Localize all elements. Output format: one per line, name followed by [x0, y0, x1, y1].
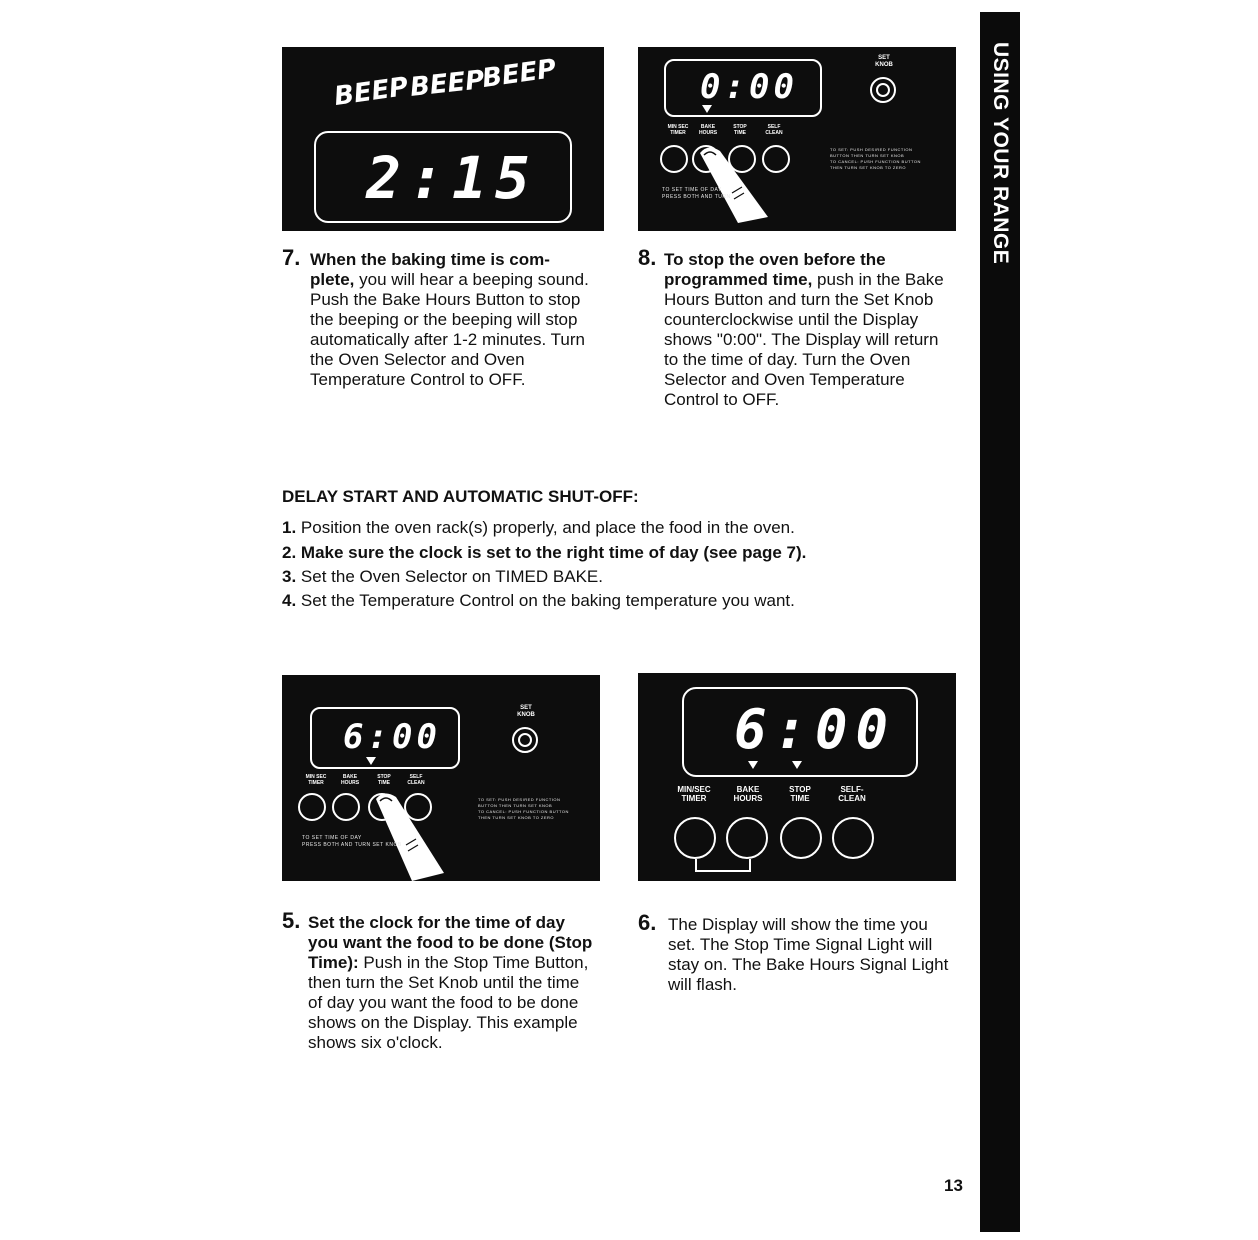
list-text: Set the Temperature Control on the baking temperature you want. — [300, 591, 795, 610]
min-sec-timer-button[interactable] — [298, 793, 326, 821]
set-knob-label: SET KNOB — [517, 705, 535, 718]
figure-display-set-time — [638, 673, 956, 881]
set-knob-label: SET KNOB — [875, 55, 893, 68]
label-stop-time: STOP TIME — [377, 774, 391, 786]
label-bake-hours: BAKE HOURS — [698, 124, 718, 136]
step-7-lead: When the baking time is com- plete, — [310, 250, 550, 289]
step-7-text: you will hear a beeping sound. Push the Bake Hours Button to stop the beeping or the beeping will stop automatically after 1-2 minutes. Turn the Oven Selector and Oven Temperature Control to OFF. — [310, 270, 589, 389]
list-number: 2. — [282, 543, 297, 562]
min-sec-timer-button[interactable] — [660, 145, 688, 173]
label-self-clean: SELF- CLEAN — [838, 785, 866, 804]
stop-time-button[interactable] — [780, 817, 822, 859]
figure-stop-oven — [638, 47, 956, 231]
label-bake-hours: BAKE HOURS — [340, 774, 360, 786]
list-text: Make sure the clock is set to the right time of day (see page 7). — [300, 543, 807, 562]
list-item-3 — [282, 567, 603, 587]
list-item-1 — [282, 518, 795, 538]
signal-light-indicator — [366, 757, 376, 765]
set-knob-inner — [876, 83, 890, 97]
beep-text-1: BEEP — [332, 71, 411, 113]
beep-text-3: BEEP — [480, 53, 559, 95]
list-number: 4. — [282, 591, 297, 610]
timer-bracket-icon — [694, 859, 784, 879]
list-text: Set the Oven Selector on TIMED BAKE. — [300, 567, 603, 586]
bake-hours-signal-light — [748, 761, 758, 769]
step-number: 5. — [282, 908, 301, 933]
panel-instructions-bottom: TO SET TIME OF DAY PRESS BOTH AND TURN — [662, 187, 731, 200]
step-8-text: push in the Bake Hours Button and turn the Set Knob counterclockwise until the Display shows "0:00". The Display will return to the time of day. Turn the Oven Selector and Oven Temperature Control to OFF. — [664, 270, 944, 409]
list-number: 3. — [282, 567, 297, 586]
panel-instructions-right: TO SET: PUSH DESIRED FUNCTION BUTTON THEN TURN SET KNOB TO CANCEL: PUSH FUNCTION BUTTON THEN TURN SET KNOB TO ZERO — [830, 147, 921, 170]
display-readout: 0:00 — [700, 67, 798, 107]
step-number: 6. — [638, 910, 657, 935]
signal-light-indicator — [702, 105, 712, 113]
label-self-clean: SELF CLEAN — [407, 774, 425, 786]
step-7 — [282, 245, 602, 410]
beep-text-2: BEEP — [408, 65, 486, 103]
step-number: 8. — [638, 245, 657, 270]
step-8 — [638, 245, 958, 410]
figure-set-clock — [282, 675, 600, 881]
label-bake-hours: BAKE HOURS — [733, 785, 763, 804]
step-6 — [638, 910, 958, 1015]
section-heading: DELAY START AND AUTOMATIC SHUT-OFF: — [282, 487, 639, 506]
page-number: 13 — [944, 1176, 963, 1195]
step-5-text: Push in the Stop Time Button, then turn the Set Knob until the time of day you want the food to be done shows on the Display. This example shows six o'clock. — [308, 953, 589, 1052]
panel-instructions-bottom: TO SET TIME OF DAY PRESS BOTH AND TURN SET KNOB — [302, 835, 402, 848]
bake-hours-button[interactable] — [332, 793, 360, 821]
label-min-sec-timer: MIN/SEC TIMER — [677, 785, 711, 804]
figure-beep-display — [282, 47, 604, 231]
finger-pressing-icon — [694, 145, 784, 225]
list-number: 1. — [282, 518, 297, 537]
panel-instructions-right: TO SET: PUSH DESIRED FUNCTION BUTTON THEN TURN SET KNOB TO CANCEL: PUSH FUNCTION BUTTON THEN TURN SET KNOB TO ZERO — [478, 797, 569, 820]
label-min-sec-timer: MIN SEC TIMER — [305, 774, 327, 786]
sidebar-title: USING YOUR RANGE — [989, 42, 1012, 265]
label-self-clean: SELF CLEAN — [765, 124, 783, 136]
step-6-text: The Display will show the time you set. The Stop Time Signal Light will stay on. The Bake Hours Signal Light will flash. — [668, 915, 949, 994]
self-clean-button[interactable] — [832, 817, 874, 859]
step-5-lead: Set the clock for the time of day you want the food to be done (Stop Time): — [308, 913, 593, 972]
display-readout: 6:00 — [343, 717, 441, 757]
display-readout: 6:00 — [733, 698, 897, 761]
display-readout: 2:15 — [366, 144, 538, 212]
list-item-4 — [282, 591, 795, 611]
step-8-lead: To stop the oven before the programmed time, — [664, 250, 886, 289]
stop-time-signal-light — [792, 761, 802, 769]
bake-hours-button[interactable] — [726, 817, 768, 859]
label-stop-time: STOP TIME — [789, 785, 811, 804]
list-text: Position the oven rack(s) properly, and place the food in the oven. — [300, 518, 795, 537]
set-knob-inner — [518, 733, 532, 747]
label-stop-time: STOP TIME — [733, 124, 747, 136]
min-sec-timer-button[interactable] — [674, 817, 716, 859]
step-5 — [282, 908, 602, 1083]
label-min-sec-timer: MIN SEC TIMER — [667, 124, 689, 136]
step-number: 7. — [282, 245, 301, 270]
list-item-2 — [282, 543, 806, 563]
